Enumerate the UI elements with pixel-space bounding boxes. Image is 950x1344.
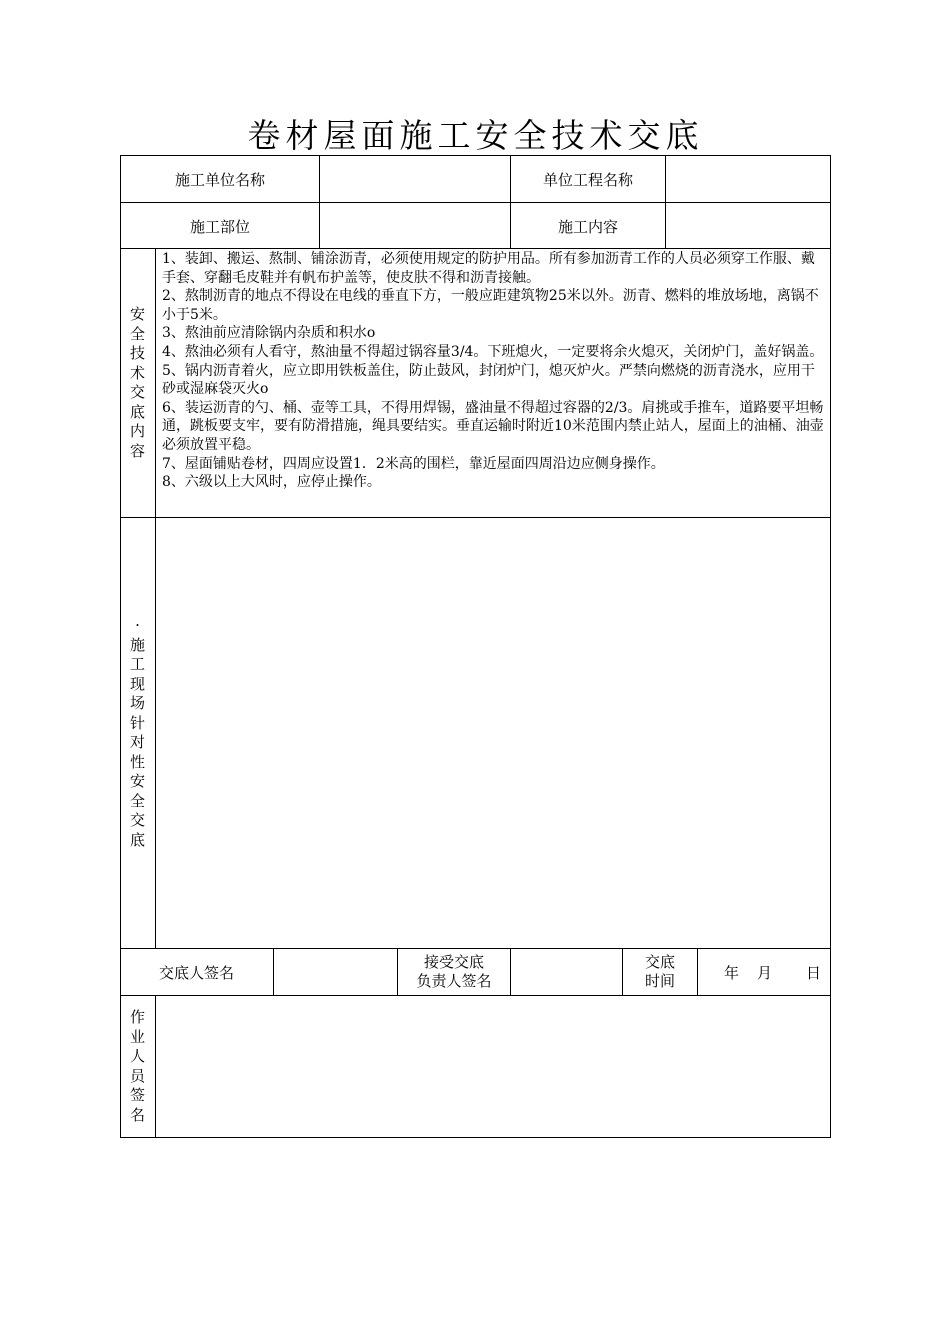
site-section-label (120, 518, 155, 948)
safety-item: 3、熬油前应清除锅内杂质和积水o (162, 325, 376, 342)
project-name-label-text: 单位工程名称 (542, 170, 633, 189)
label-char: 人 (129, 1047, 145, 1065)
label-char: 现 (129, 674, 145, 693)
label-char: 业 (129, 1027, 145, 1046)
safety-item: 5、锅内沥青着火，应立即用铁板盖住，防止鼓风，封闭炉门，熄灭炉火。严禁向燃烧的沥青浇水，应用干砂或湿麻袋灭火o (162, 362, 815, 398)
site-label-vertical (130, 616, 145, 850)
label-char: 签 (129, 1086, 145, 1104)
label-char: 性 (129, 752, 145, 771)
label-char: 工 (129, 655, 145, 673)
time-label (623, 949, 697, 995)
label-char: 针 (129, 713, 145, 732)
date-day: 日 (806, 963, 822, 982)
unit-name-value[interactable] (320, 155, 510, 203)
work-content-label-text: 施工内容 (557, 217, 618, 236)
receiver-label-line2: 负责人签名 (416, 972, 492, 990)
label-char: 底 (129, 830, 145, 849)
unit-name-label (120, 155, 320, 203)
receiver-label (398, 949, 510, 995)
safety-label-vertical (130, 305, 145, 461)
safety-item: 7、屋面铺贴卷材，四周应设置1．2米高的围栏，靠近屋面四周沿边应侧身操作。 (162, 455, 665, 472)
label-char: 术 (129, 363, 145, 382)
label-char: 内 (129, 422, 145, 440)
part-label (120, 203, 320, 249)
safety-item: 8、六级以上大风时，应停止操作。 (162, 474, 381, 491)
safety-item: 2、熬制沥青的地点不得设在电线的垂直下方，一般应距建筑物25米以外。沥青、燃料的堆放场地，离锅不小于5米。 (162, 288, 819, 323)
project-name-value[interactable] (666, 155, 830, 203)
label-char: 底 (129, 402, 145, 421)
label-char: 场 (129, 694, 145, 712)
page-title: 卷材屋面施工安全技术交底 (247, 116, 704, 155)
time-label-line1: 交底 (644, 953, 675, 971)
label-char: · (135, 616, 140, 634)
label-char: 容 (129, 441, 145, 460)
label-char: 安 (129, 772, 145, 790)
label-char: 交 (129, 383, 145, 401)
part-label-text: 施工部位 (189, 217, 250, 236)
label-char: 全 (129, 791, 145, 810)
label-char: 对 (129, 733, 145, 751)
label-char: 施 (129, 635, 145, 654)
safety-item: 1、装卸、搬运、熬制、铺涂沥青，必须使用规定的防护用品。所有参加沥青工作的人员必须穿工作服、戴手套、穿翻毛皮鞋并有帆布护盖等，使皮肤不得和沥青接触。 (162, 251, 815, 286)
workers-section-label (120, 996, 155, 1137)
work-content-label (510, 203, 666, 249)
date-field[interactable] (698, 949, 830, 995)
discloser-signature[interactable] (274, 949, 397, 995)
table-border-right (830, 155, 831, 1138)
site-content-area[interactable] (156, 518, 830, 948)
unit-name-label-text: 施工单位名称 (174, 170, 265, 189)
receiver-label-line1: 接受交底 (423, 953, 484, 971)
safety-section-label (120, 249, 155, 517)
label-char: 全 (129, 324, 145, 343)
label-char: 技 (129, 344, 145, 362)
table-border-bottom (120, 1137, 831, 1138)
receiver-signature[interactable] (511, 949, 622, 995)
workers-label-vertical (130, 1008, 145, 1125)
time-label-line2: 时间 (644, 972, 675, 990)
discloser-label (120, 949, 273, 995)
label-char: 交 (129, 811, 145, 829)
work-content-value[interactable] (666, 203, 830, 249)
label-char: 作 (129, 1008, 145, 1026)
project-name-label (510, 155, 666, 203)
part-value[interactable] (320, 203, 510, 249)
date-month: 月 (757, 963, 773, 982)
date-year: 年 (724, 963, 740, 982)
safety-item: 4、熬油必须有人看守，熬油量不得超过锅容量3/4。下班熄火，一定要将余火熄灭，关闭炉门，盖好锅盖。 (162, 343, 824, 360)
workers-signature-area[interactable] (156, 996, 830, 1137)
safety-content (162, 250, 824, 492)
label-char: 员 (129, 1066, 145, 1085)
label-char: 安 (129, 305, 145, 323)
safety-item: 6、装运沥青的勺、桶、壶等工具，不得用焊锡，盛油量不得超过容器的2/3。肩挑或手推车，道路要平坦畅通，跳板要支牢，要有防滑措施，绳具要结实。垂直运输时附近10米范围内禁止站人，屋面上的油桶、油壶必须放置平稳。 (162, 399, 824, 453)
label-char: 名 (129, 1105, 145, 1124)
discloser-label-text: 交底人签名 (158, 963, 234, 982)
